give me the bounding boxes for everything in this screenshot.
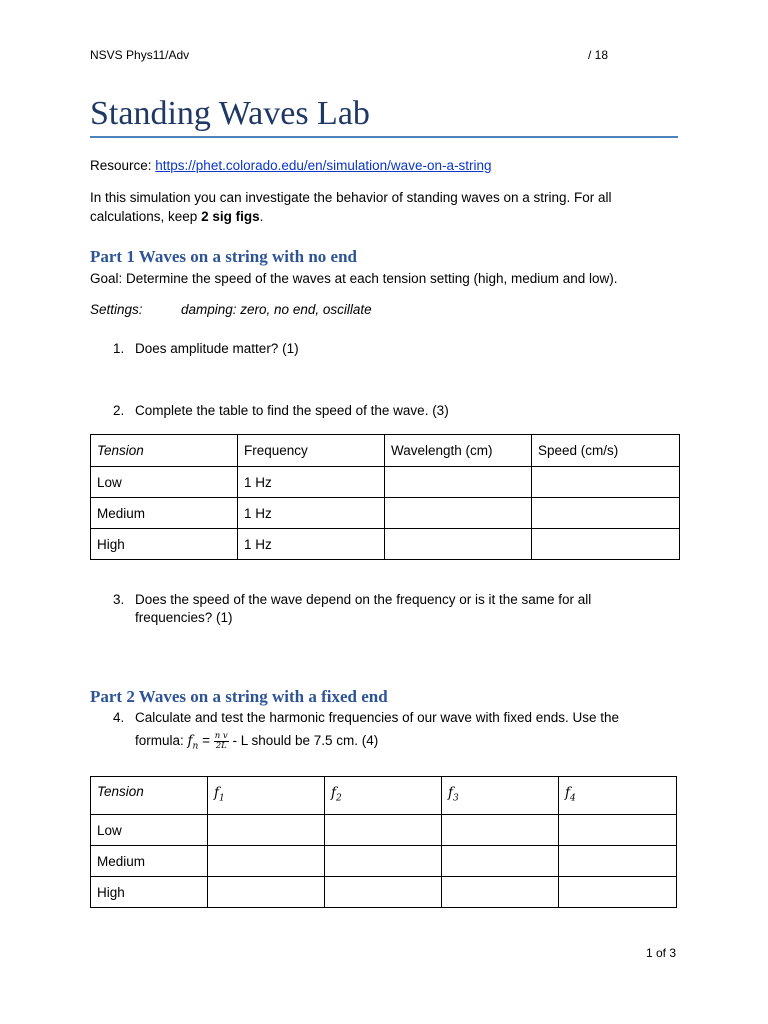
table-cell: Low xyxy=(91,467,238,498)
formula-suffix: - L should be 7.5 cm. (4) xyxy=(228,733,379,748)
part1-heading: Part 1 Waves on a string with no end xyxy=(90,247,357,266)
formula-lhs-sub: n xyxy=(192,741,199,752)
header-cell: Tension xyxy=(91,777,208,815)
formula-fraction xyxy=(214,732,229,751)
q1-number: 1. xyxy=(113,341,125,356)
table-cell[interactable] xyxy=(559,815,677,846)
formula-denominator: 2L xyxy=(215,740,227,751)
q3-line1: Does the speed of the wave depend on the frequency or is it the same for all xyxy=(135,592,592,607)
table-cell[interactable] xyxy=(442,877,559,908)
harmonic-header-f2: $f_2$ xyxy=(325,777,442,815)
part2-heading: Part 2 Waves on a string with a fixed end xyxy=(90,687,388,706)
table-cell: High xyxy=(91,877,208,908)
table-cell: Medium xyxy=(91,846,208,877)
intro-text: In this simulation you can investigate the behavior of standing waves on a string. For all calculations, keep xyxy=(90,190,612,224)
table-cell[interactable] xyxy=(559,846,677,877)
table-cell[interactable] xyxy=(442,815,559,846)
table-cell[interactable] xyxy=(532,529,680,560)
title-divider xyxy=(90,136,678,138)
table-cell: 1 Hz xyxy=(238,529,385,560)
speed-table xyxy=(90,434,680,560)
table-cell[interactable] xyxy=(325,846,442,877)
resource-label: Resource: xyxy=(90,158,156,173)
formula-lhs: f xyxy=(187,733,193,749)
table-cell[interactable] xyxy=(442,846,559,877)
settings-label: Settings: xyxy=(90,302,143,317)
table-cell: 1 Hz xyxy=(238,498,385,529)
table-header-row xyxy=(91,777,677,815)
q4-line2 xyxy=(135,731,378,757)
table-row xyxy=(91,877,677,908)
settings-value: damping: zero, no end, oscillate xyxy=(181,302,372,317)
table-cell[interactable] xyxy=(532,498,680,529)
harmonic-header-f3: $f_3$ xyxy=(442,777,559,815)
page-number: 1 of 3 xyxy=(646,946,677,960)
intro-bold: 2 sig figs xyxy=(201,209,260,224)
table-row xyxy=(91,498,680,529)
formula-equals: = xyxy=(202,733,210,748)
table-row xyxy=(91,815,677,846)
header-cell: Speed (cm/s) xyxy=(532,435,680,467)
q2-number: 2. xyxy=(113,403,125,418)
table-cell[interactable] xyxy=(532,467,680,498)
q3-line2: frequencies? (1) xyxy=(135,610,233,625)
q2-text: Complete the table to find the speed of the wave. (3) xyxy=(135,403,449,418)
header-cell: Tension xyxy=(91,435,238,467)
table-cell[interactable] xyxy=(325,815,442,846)
table-row xyxy=(91,846,677,877)
header-cell: Frequency xyxy=(238,435,385,467)
table-cell[interactable] xyxy=(385,467,532,498)
harmonics-table xyxy=(90,776,677,908)
q4-line1: Calculate and test the harmonic frequencies of our wave with fixed ends. Use the xyxy=(135,710,620,725)
table-cell: High xyxy=(91,529,238,560)
table-row xyxy=(91,529,680,560)
header-score: / 18 xyxy=(588,48,609,62)
part1-goal: Goal: Determine the speed of the waves at each tension setting (high, medium and low). xyxy=(90,271,618,286)
harmonic-header-f4: $f_4$ xyxy=(559,777,677,815)
q4-number: 4. xyxy=(113,710,125,725)
resource-line xyxy=(90,156,491,175)
page-title: Standing Waves Lab xyxy=(90,95,370,132)
harmonic-header-f1: $f_1$ xyxy=(208,777,325,815)
table-cell[interactable] xyxy=(385,498,532,529)
table-cell[interactable] xyxy=(208,815,325,846)
table-row xyxy=(91,467,680,498)
table-cell: 1 Hz xyxy=(238,467,385,498)
table-cell[interactable] xyxy=(325,877,442,908)
header-cell: Wavelength (cm) xyxy=(385,435,532,467)
table-cell[interactable] xyxy=(559,877,677,908)
table-cell: Low xyxy=(91,815,208,846)
formula-numerator: n v xyxy=(214,730,228,741)
table-cell[interactable] xyxy=(385,529,532,560)
intro-paragraph xyxy=(90,188,650,226)
header-course: NSVS Phys11/Adv xyxy=(90,48,190,62)
intro-end: . xyxy=(259,209,264,224)
table-cell[interactable] xyxy=(208,877,325,908)
q1-text: Does amplitude matter? (1) xyxy=(135,341,299,356)
formula-prefix: formula: xyxy=(135,733,188,748)
q3-number: 3. xyxy=(113,592,125,607)
table-header-row xyxy=(91,435,680,467)
table-cell[interactable] xyxy=(208,846,325,877)
table-cell: Medium xyxy=(91,498,238,529)
resource-link[interactable]: https://phet.colorado.edu/en/simulation/wave-on-a-string xyxy=(155,158,492,173)
